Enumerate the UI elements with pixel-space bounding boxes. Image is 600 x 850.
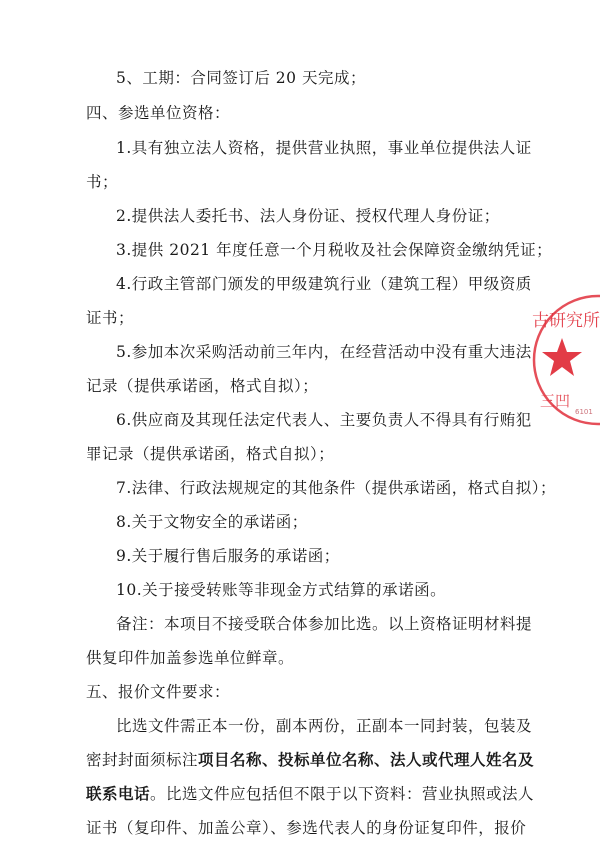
text-line: 罪记录（提供承诺函，格式自拟）；	[86, 445, 335, 463]
text-line: 证书（复印件、加盖公章）、参选代表人的身份证复印件，报价	[86, 819, 527, 837]
text-line: 4.行政主管部门颁发的甲级建筑行业（建筑工程）甲级资质	[116, 275, 532, 293]
text-line: 8.关于文物安全的承诺函；	[116, 513, 308, 531]
text-line: 3.提供 2021 年度任意一个月税收及社会保障资金缴纳凭证；	[116, 241, 553, 259]
text-segment: 密封封面须标注	[86, 751, 199, 769]
text-line: 7.法律、行政法规规定的其他条件（提供承诺函，格式自拟）；	[116, 479, 557, 497]
red-seal-stamp	[520, 288, 600, 428]
seal-text-lower: 三凹	[540, 392, 571, 410]
star-icon	[542, 338, 582, 376]
text-line: 备注：本项目不接受联合体参加比选。以上资格证明材料提	[116, 615, 533, 633]
text-line	[86, 750, 534, 770]
text-line: 5.参加本次采购活动前三年内，在经营活动中没有重大违法	[116, 343, 532, 361]
text-line: 1.具有独立法人资格，提供营业执照，事业单位提供法人证	[116, 139, 532, 157]
text-line: 供复印件加盖参选单位鲜章。	[86, 649, 295, 667]
section-heading: 五、报价文件要求：	[86, 683, 231, 701]
text-line: 5、工期：合同签订后 20 天完成；	[116, 69, 366, 87]
text-line: 证书；	[86, 309, 135, 327]
text-line: 6.供应商及其现任法定代表人、主要负责人不得具有行贿犯	[116, 411, 532, 429]
text-line: 书；	[86, 173, 119, 191]
bold-text: 项目名称、投标单位名称、法人或代理人姓名及	[198, 750, 535, 769]
text-line: 2.提供法人委托书、法人身份证、授权代理人身份证；	[116, 207, 500, 225]
text-line: 10.关于接受转账等非现金方式结算的承诺函。	[116, 581, 447, 599]
text-segment: 。比选文件应包括但不限于以下资料：营业执照或法人	[150, 785, 535, 803]
text-line: 记录（提供承诺函，格式自拟）；	[86, 377, 319, 395]
seal-number: 6101	[575, 408, 593, 416]
text-line: 9.关于履行售后服务的承诺函；	[116, 547, 340, 565]
seal-graphic	[520, 288, 600, 428]
text-line: 比选文件需正本一份，副本两份，正副本一同封装，包装及	[116, 717, 533, 735]
section-heading: 四、参选单位资格：	[86, 104, 231, 122]
seal-text: 古研究所	[532, 311, 600, 331]
text-line	[86, 784, 534, 804]
bold-text: 联系电话	[86, 784, 151, 803]
